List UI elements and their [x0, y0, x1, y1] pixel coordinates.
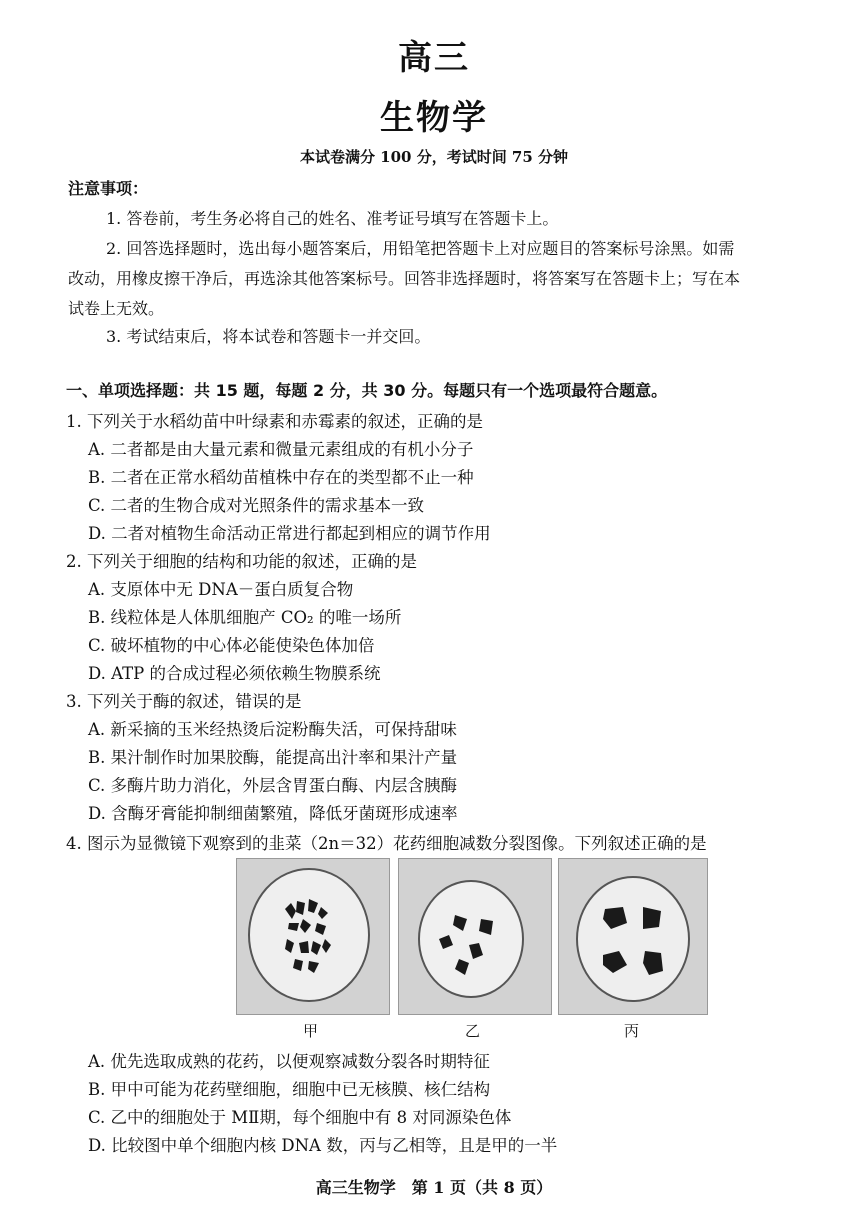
option: D. 含酶牙膏能抑制细菌繁殖，降低牙菌斑形成速率	[88, 804, 458, 823]
notice-heading: 注意事项：	[68, 179, 149, 198]
option: B. 线粒体是人体肌细胞产 CO₂ 的唯一场所	[88, 608, 402, 627]
option: B. 果汁制作时加果胶酶，能提高出汁率和果汁产量	[88, 748, 458, 767]
micrograph-image	[236, 858, 390, 1015]
micrograph-image	[398, 858, 552, 1015]
micrograph-image	[558, 858, 708, 1015]
figure-label: 丙	[624, 1022, 640, 1040]
option: C. 破坏植物的中心体必能使染色体加倍	[88, 636, 375, 655]
figure-label: 乙	[465, 1022, 481, 1040]
section-title: 一、单项选择题：共 15 题，每题 2 分，共 30 分。每题只有一个选项最符合题意。	[66, 381, 668, 400]
option: A. 二者都是由大量元素和微量元素组成的有机小分子	[88, 440, 474, 459]
question-stem: 2. 下列关于细胞的结构和功能的叙述，正确的是	[66, 552, 417, 571]
option: C. 乙中的细胞处于 MⅡ期，每个细胞中有 8 对同源染色体	[88, 1108, 512, 1127]
emphasis-text: 错误	[235, 692, 269, 711]
option: D. 比较图中单个细胞内核 DNA 数，丙与乙相等，且是甲的一半	[88, 1136, 558, 1155]
notice-item: 3. 考试结束后，将本试卷和答题卡一并交回。	[106, 327, 431, 346]
question-stem: 4. 图示为显微镜下观察到的韭菜（2n＝32）花药细胞减数分裂图像。下列叙述正确的是	[66, 834, 707, 853]
grade-title: 高三	[398, 38, 470, 78]
option: A. 支原体中无 DNA－蛋白质复合物	[88, 580, 354, 599]
notice-item: 试卷上无效。	[68, 299, 165, 318]
page-footer: 高三生物学 第 1 页（共 8 页）	[315, 1178, 553, 1197]
option: C. 多酶片助力消化，外层含胃蛋白酶、内层含胰酶	[88, 776, 458, 795]
option: D. 二者对植物生命活动正常进行都起到相应的调节作用	[88, 524, 491, 543]
question-stem: 1. 下列关于水稻幼苗中叶绿素和赤霉素的叙述，正确的是	[66, 412, 483, 431]
option: A. 新采摘的玉米经热烫后淀粉酶失活，可保持甜味	[88, 720, 457, 739]
option: A. 优先选取成熟的花药，以便观察减数分裂各时期特征	[88, 1052, 490, 1071]
figure-label: 甲	[303, 1022, 319, 1040]
micrograph-figures	[236, 858, 706, 1018]
option: B. 二者在正常水稻幼苗植株中存在的类型都不止一种	[88, 468, 474, 487]
question-stem	[66, 688, 302, 712]
subject-title: 生物学	[380, 98, 488, 138]
exam-info: 本试卷满分 100 分，考试时间 75 分钟	[299, 148, 569, 166]
notice-item: 1. 答卷前，考生务必将自己的姓名、准考证号填写在答题卡上。	[106, 209, 559, 228]
notice-item: 2. 回答选择题时，选出每小题答案后，用铅笔把答题卡上对应题目的答案标号涂黑。如需	[106, 239, 735, 258]
option: C. 二者的生物合成对光照条件的需求基本一致	[88, 496, 425, 515]
stem-text: 的是	[268, 692, 302, 711]
option: D. ATP 的合成过程必须依赖生物膜系统	[88, 664, 381, 683]
option: B. 甲中可能为花药壁细胞，细胞中已无核膜、核仁结构	[88, 1080, 491, 1099]
stem-text: 3. 下列关于酶的叙述，	[66, 692, 236, 711]
notice-item: 改动，用橡皮擦干净后，再选涂其他答案标号。回答非选择题时，将答案写在答题卡上；写在本	[68, 269, 741, 288]
